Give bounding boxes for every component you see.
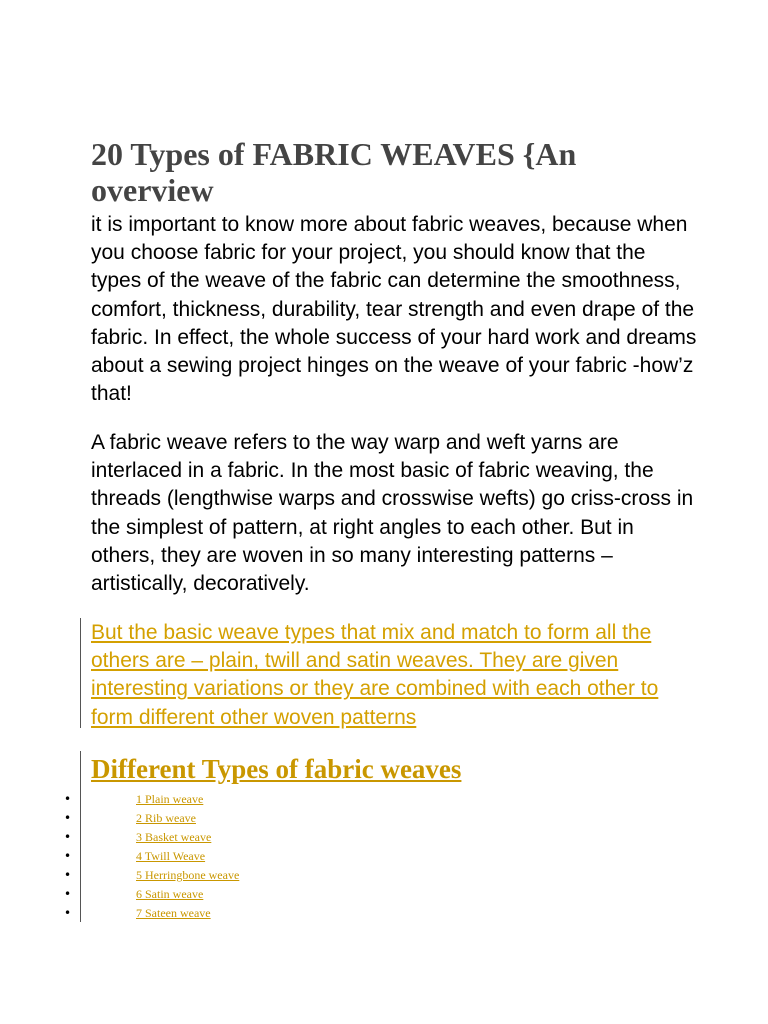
heading-left-rule (80, 751, 81, 791)
toc-item-twill-weave (0, 847, 768, 866)
toc-item-herringbone-weave (0, 866, 768, 885)
bullet-icon: • (64, 792, 72, 806)
toc-link-sateen-weave[interactable]: 7 Sateen weave (136, 906, 211, 920)
article-title: 20 Types of FABRIC WEAVES {An overview (91, 136, 577, 208)
definition-paragraph: A fabric weave refers to the way warp and weft yarns are interlaced in a fabric. In the most basic of fabric weaving, the threads (lengthwise warps and crosswise wefts) go criss-cross in the simplest of pattern, at right angles to each other. But in others, they are woven in so many interesting patterns – artistically, decoratively. (91, 431, 694, 596)
table-of-contents (0, 790, 768, 923)
bullet-icon: • (64, 887, 72, 901)
bullet-icon: • (64, 811, 72, 825)
toc-link-twill-weave[interactable]: 4 Twill Weave (136, 849, 206, 863)
toc-item-sateen-weave (0, 904, 768, 923)
toc-link-basket-weave[interactable]: 3 Basket weave (136, 830, 212, 844)
bullet-icon: • (64, 906, 72, 920)
toc-item-basket-weave (0, 828, 768, 847)
basic-weaves-link[interactable]: But the basic weave types that mix and match to form all the others are – plain, twill and satin weaves. They are given interesting variations or they are combined with each other to form different other woven patterns (91, 621, 659, 729)
quote-left-rule (80, 618, 81, 728)
section-heading-link[interactable]: Different Types of fabric weaves (91, 754, 462, 784)
toc-link-satin-weave[interactable]: 6 Satin weave (136, 887, 204, 901)
toc-item-rib-weave (0, 809, 768, 828)
toc-link-plain-weave[interactable]: 1 Plain weave (136, 792, 204, 806)
toc-link-herringbone-weave[interactable]: 5 Herringbone weave (136, 868, 240, 882)
toc-item-satin-weave (0, 885, 768, 904)
toc-item-plain-weave (0, 790, 768, 809)
bullet-icon: • (64, 830, 72, 844)
toc-link-rib-weave[interactable]: 2 Rib weave (136, 811, 196, 825)
bullet-icon: • (64, 849, 72, 863)
intro-paragraph: it is important to know more about fabric weaves, because when you choose fabric for your project, you should know that the types of the weave of the fabric can determine the smoothness, comfort, thickness, durability, tear strength and even drape of the fabric. In effect, the whole success of your hard work and dreams about a sewing project hinges on the weave of your fabric -how’z that! (91, 213, 697, 406)
bullet-icon: • (64, 868, 72, 882)
